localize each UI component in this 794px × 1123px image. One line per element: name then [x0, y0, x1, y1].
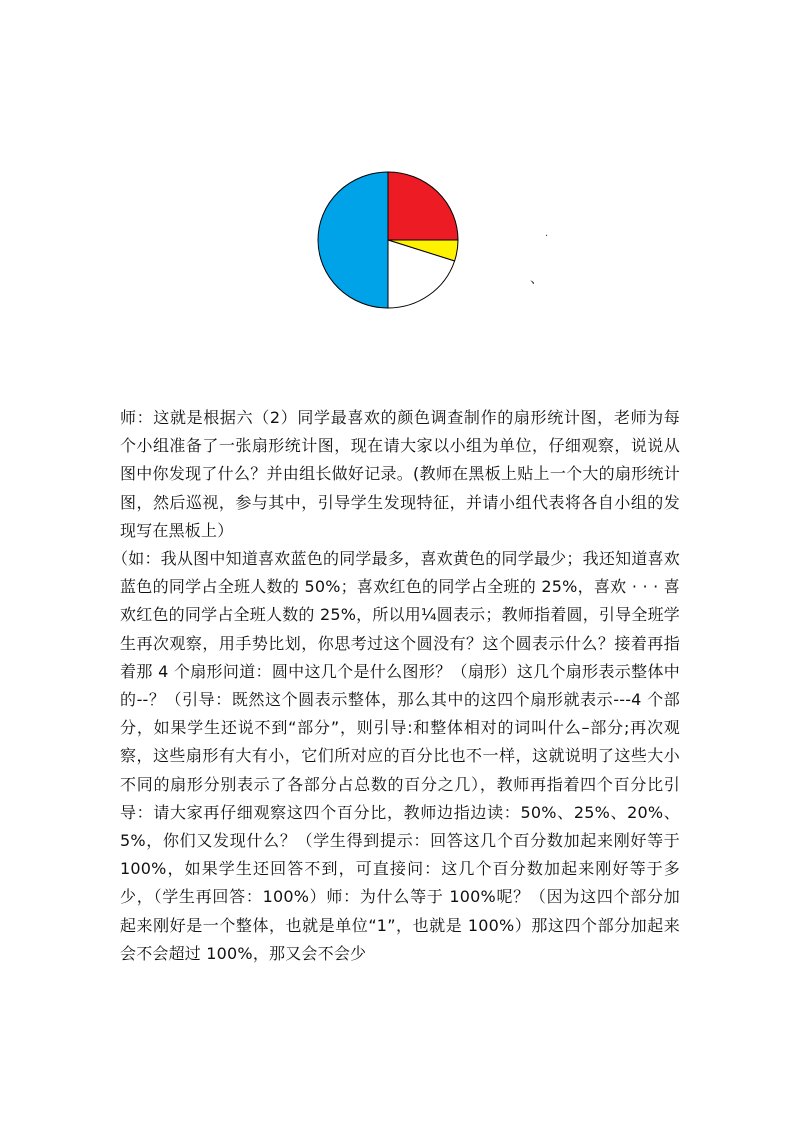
paragraph-discussion: （如：我从图中知道喜欢蓝色的同学最多，喜欢黄色的同学最少；我还知道喜欢蓝色的同学占全班人数的 50%；喜欢红色的同学占全班的 25%，喜欢 · · · 喜欢红色的同学占全班人数的 25%，所以用¼圆表示；教师指着圆，引导全班学生再次观察，用手势比划，你思考过这个圆没有？这个圆表示什么？接着再指着那 4 个扇形问道：圆中这几个是什么图形？（扇形）这几个扇形表示整体中的--？（引导：既然这个圆表示整体，那么其中的这四个扇形就表示---4 个部分，如果学生还说不到“部分”，则引导:和整体相对的词叫什么–部分;再次观察，这些扇形有大有小，它们所对应的百分比也不一样，这就说明了这些大小不同的扇形分别表示了各部分占总数的百分之几），教师再指着四个百分比引导：请大家再仔细观察这四个百分比，教师边指边读：50%、25%、20%、5%，你们又发现什么？（学生得到提示：回答这几个百分数加起来刚好等于 100%，如果学生还回答不到，可直接问：这几个百分数加起来刚好等于多少，（学生再回答：100%）师：为什么等于 100%呢？（因为这四个部分加起来刚好是一个整体，也就是单位“1”，也就是 100%）那这四个部分加起来会不会超过 100%，那又会不会少 [112, 549, 680, 963]
pie-chart [300, 156, 476, 324]
document-body [112, 404, 680, 968]
paragraph-intro: 师：这就是根据六（2）同学最喜欢的颜色调查制作的扇形统计图，老师为每个小组准备了一张扇形统计图，现在请大家以小组为单位，仔细观察，说说从图中你发现了什么？并由组长做好记录。(教师在黑板上贴上一个大的扇形统计图，然后巡视，参与其中，引导学生发现特征，并请小组代表将各自小组的发现写在黑板上） [120, 408, 680, 540]
pie-slice-3 [318, 172, 388, 308]
stray-dot-mark: · [545, 231, 549, 242]
stray-comma-mark: 、 [530, 271, 544, 287]
pie-slice-0 [388, 172, 458, 240]
